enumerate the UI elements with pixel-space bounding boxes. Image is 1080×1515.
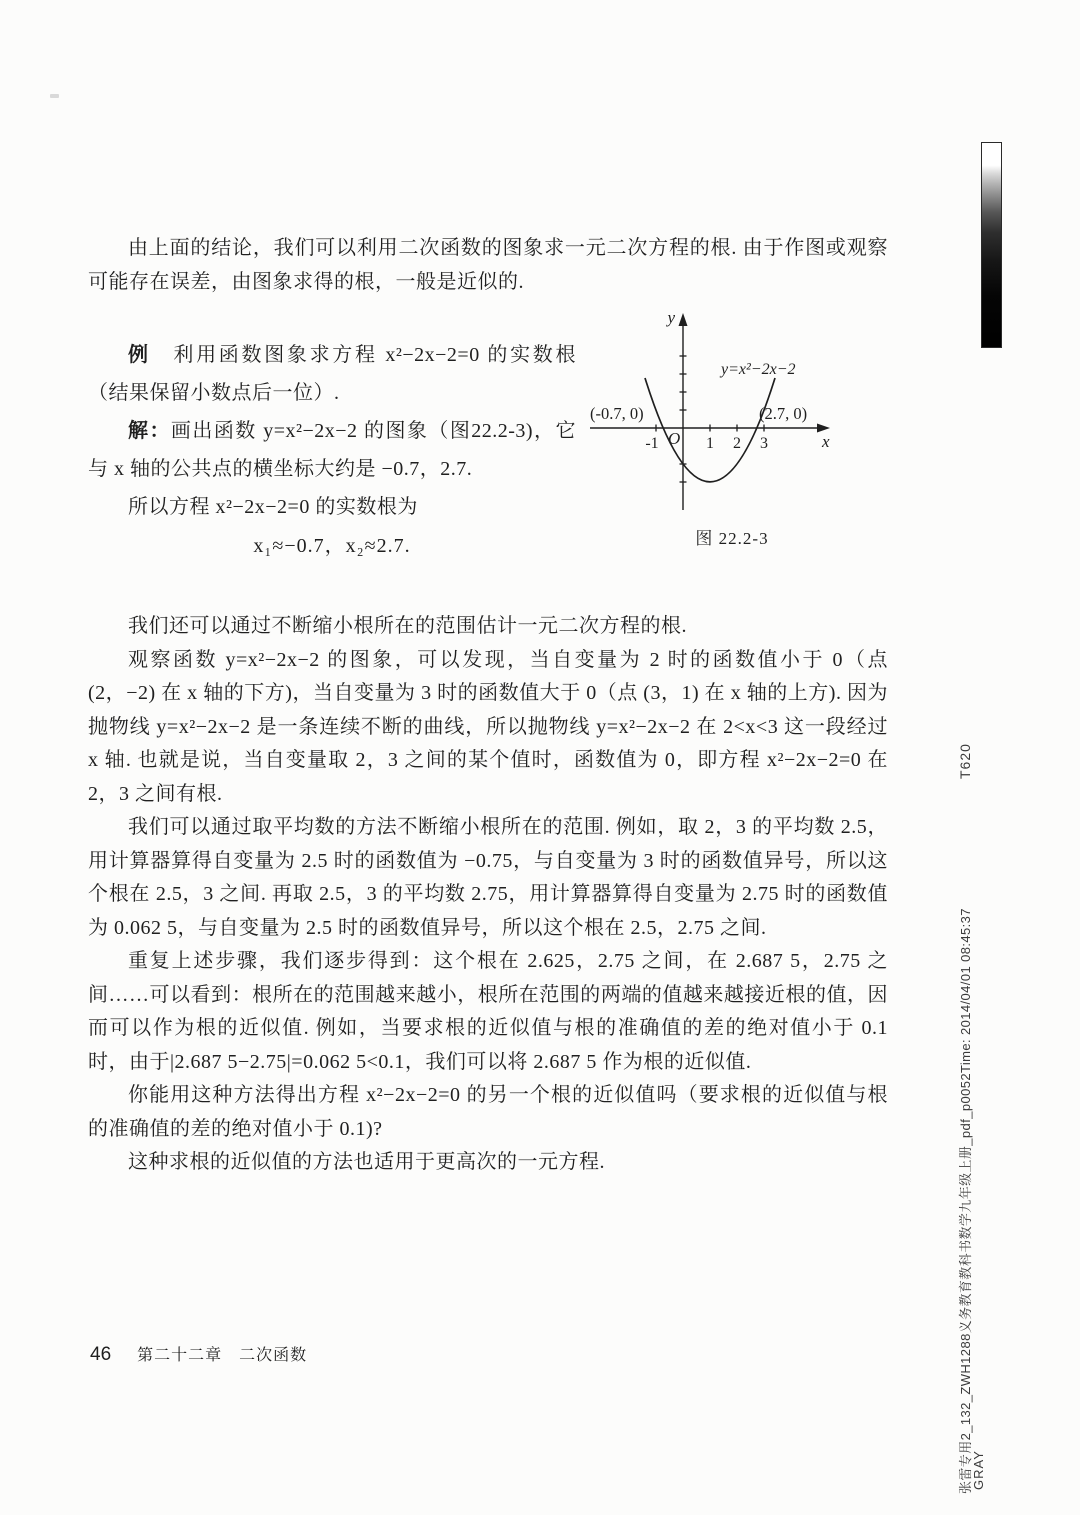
solution-paragraph <box>88 412 576 488</box>
intro-paragraph: 由上面的结论，我们可以利用二次函数的图象求一元二次方程的根. 由于作图或观察可能存在误差，由图象求得的根，一般是近似的. <box>88 237 888 293</box>
example-heading <box>88 336 576 412</box>
roots-equation: x₁≈−0.7，x₂≈2.7. <box>253 535 411 557</box>
paragraph: 观察函数 y=x²−2x−2 的图象，可以发现，当自变量为 2 时的函数值小于 0（点 (2，−2) 在 x 轴的下方)，当自变量为 3 时的函数值大于 0（点 (3，1) 在 x 轴的上方). 因为抛物线 y=x²−2x−2 是一条连续不断的曲线，所以抛物线 y=x²−2x−2 在 2<x<3 这一段经过 x 轴. 也就是说，当自变量取 2，3 之间的某个值时，函数值为 0，即方程 x²−2x−2=0 在 2，3 之间有根. <box>88 648 888 805</box>
figure-22-2-3 <box>586 308 878 549</box>
grayscale-calibration-strip <box>981 142 1002 348</box>
paragraph: 这种求根的近似值的方法也适用于更高次的一元方程. <box>128 1151 605 1173</box>
chapter-title: 第二十二章 二次函数 <box>137 1347 308 1364</box>
x-tick-neg1: -1 <box>645 435 659 452</box>
parabola-plot <box>586 308 878 520</box>
x-tick-2: 2 <box>733 435 741 452</box>
paragraph: 我们还可以通过不断缩小根所在的范围估计一元二次方程的根. <box>128 615 687 637</box>
page-number: 46 <box>90 1344 112 1365</box>
scan-artifact <box>50 94 59 98</box>
x-tick-1: 1 <box>706 435 714 452</box>
body-text <box>88 610 888 1180</box>
left-root-annotation: (-0.7, 0) <box>590 404 644 423</box>
paragraph: 你能用这种方法得出方程 x²−2x−2=0 的另一个根的近似值吗（要求根的近似值与根的准确值的差的绝对值小于 0.1)? <box>88 1084 888 1140</box>
figure-caption: 图 22.2-3 <box>695 529 769 548</box>
margin-code: T620 <box>957 743 973 779</box>
conclusion-line: 所以方程 x²−2x−2=0 的实数根为 <box>128 496 418 518</box>
example-block <box>88 336 576 566</box>
solution-text: 画出函数 y=x²−2x−2 的图象（图22.2-3)，它与 x 轴的公共点的横坐标大约是 −0.7，2.7. <box>88 420 577 480</box>
margin-scan-info: 张雷专用2_132_ZWH1288义务教育教科书数学九年级上册_pdf_p0052Time: 2014/04/01 08:45:37 <box>958 908 973 1494</box>
paragraph: 重复上述步骤，我们逐步得到：这个根在 2.625，2.75 之间，在 2.687 5，2.75 之间……可以看到：根所在的范围越来越小，根所在范围的两端的值越来越接近根的值，因而可以作为根的近似值. 例如，当要求根的近似值与根的准确值的差的绝对值小于 0.1 时，由于|2.687 5−2.75|=0.062 5<0.1，我们可以将 2.687 5 作为根的近似值. <box>88 950 888 1073</box>
curve-equation-label: y=x²−2x−2 <box>721 361 796 378</box>
example-label: 例 <box>128 344 151 366</box>
x-tick-3: 3 <box>760 435 768 452</box>
page-footer <box>90 1342 307 1366</box>
y-axis-label: y <box>667 308 675 327</box>
example-head-text: 利用函数图象求方程 x²−2x−2=0 的实数根（结果保留小数点后一位）. <box>88 344 576 404</box>
solution-label: 解： <box>128 420 171 442</box>
x-axis-label: x <box>822 432 830 451</box>
paragraph: 我们可以通过取平均数的方法不断缩小根所在的范围. 例如，取 2，3 的平均数 2.5，用计算器算得自变量为 2.5 时的函数值为 −0.75，与自变量为 3 时的函数值异号，所以这个根在 2.5，3 之间. 再取 2.5，3 的平均数 2.75，用计算器算得自变量为 2.75 时的函数值为 0.062 5，与自变量为 2.5 时的函数值异号，所以这个根在 2.5，2.75 之间. <box>88 816 888 939</box>
origin-label: O <box>668 429 681 448</box>
right-root-annotation: (2.7, 0) <box>759 404 808 423</box>
y-axis-arrow-icon <box>679 313 688 326</box>
margin-gray-label: GRAY <box>971 1450 986 1490</box>
